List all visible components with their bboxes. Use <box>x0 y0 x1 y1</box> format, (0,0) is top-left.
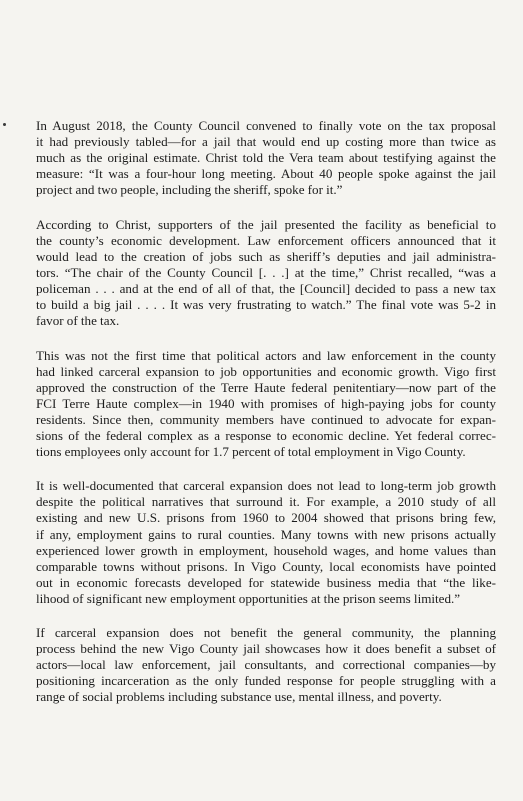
text-line: range of social problems including substance use, mental illness, and poverty. <box>36 689 442 705</box>
text-line: project and two people, including the sheriff, spoke for it.” <box>36 182 343 198</box>
text-line: process behind the new Vigo County jail showcases how it does benefit a subset of <box>36 641 496 657</box>
paragraph-1 <box>36 118 496 198</box>
text-line: lihood of significant new employment opportunities at the prison seems limited.” <box>36 590 461 606</box>
text-line: existing and new U.S. prisons from 1960 to 2004 showed that prisons bring few, <box>36 510 496 526</box>
paragraph-3 <box>36 348 496 460</box>
text-line: If carceral expansion does not benefit the general community, the planning <box>36 625 496 641</box>
paragraph-5 <box>36 625 496 705</box>
text-line: out in economic forecasts developed for statewide business media that “the like- <box>36 574 496 590</box>
binding-mark <box>3 123 6 126</box>
text-line: had linked carceral expansion to job opportunities and economic growth. Vigo first <box>36 363 496 379</box>
text-line: if any, employment gains to rural counties. Many towns with new prisons actually <box>36 526 496 542</box>
text-line: sions of the federal complex as a response to economic decline. Yet federal correc- <box>36 427 496 443</box>
paragraph-2 <box>36 217 496 329</box>
text-line: much as the original estimate. Christ told the Vera team about testifying against the <box>36 150 496 166</box>
text-line: comparable towns without prisons. In Vigo County, local economists have pointed <box>36 558 496 574</box>
text-line: This was not the first time that political actors and law enforcement in the county <box>36 347 496 363</box>
text-line: to build a big jail . . . . It was very frustrating to watch.” The final vote was 5-2 in <box>36 296 496 312</box>
text-line: approved the construction of the Terre Haute federal penitentiary—now part of the <box>36 379 496 395</box>
text-line: tions employees only account for 1.7 percent of total employment in Vigo County. <box>36 443 466 459</box>
text-line: despite the political narratives that surround it. For example, a 2010 study of all <box>36 494 496 510</box>
text-line: policeman . . . and at the end of all of that, the [Council] decided to pass a new tax <box>36 280 496 296</box>
text-line: tors. “The chair of the County Council [. . .] at the time,” Christ recalled, “was a <box>36 264 496 280</box>
text-line: the county’s economic development. Law enforcement officers announced that it <box>36 232 496 248</box>
body-text <box>36 118 496 724</box>
text-line: it had previously tabled—for a jail that would end up costing more than twice as <box>36 134 496 150</box>
text-line: measure: “It was a four-hour long meeting. About 40 people spoke against the jail <box>36 166 496 182</box>
text-line: In August 2018, the County Council convened to finally vote on the tax proposal <box>36 118 496 133</box>
text-line: positioning incarceration as the only funded response for people struggling with a <box>36 673 496 689</box>
text-line: residents. Since then, community members have continued to advocate for expan- <box>36 411 496 427</box>
text-line: would lead to the creation of jobs such as sheriff’s deputies and jail administra- <box>36 248 496 264</box>
text-line: experienced lower growth in employment, household wages, and home values than <box>36 542 496 558</box>
text-line: favor of the tax. <box>36 313 120 329</box>
text-line: According to Christ, supporters of the jail presented the facility as beneficial to <box>36 216 496 232</box>
text-line: It is well-documented that carceral expansion does not lead to long-term job growth <box>36 478 496 494</box>
text-line: actors—local law enforcement, jail consultants, and correctional companies—by <box>36 657 496 673</box>
paragraph-4 <box>36 478 496 606</box>
text-line: FCI Terre Haute complex—in 1940 with promises of high-paying jobs for county <box>36 395 496 411</box>
